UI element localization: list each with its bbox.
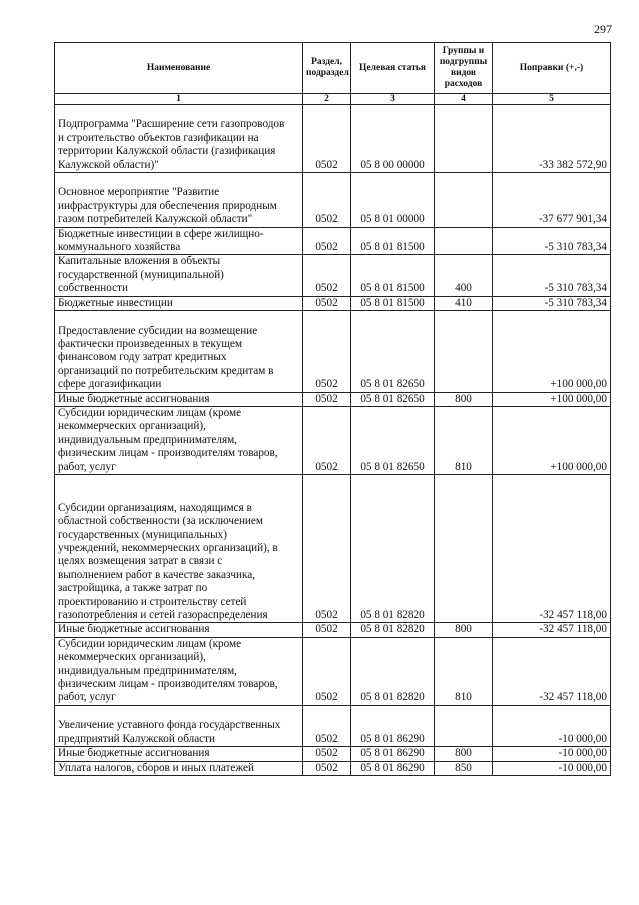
table-row [55, 474, 611, 622]
cell-group: 850 [435, 761, 493, 775]
cell-group: 400 [435, 255, 493, 296]
cell-target: 05 8 00 00000 [351, 105, 435, 173]
cell-section: 0502 [303, 637, 351, 705]
table-row [55, 173, 611, 228]
cell-section: 0502 [303, 747, 351, 761]
cell-name: Бюджетные инвестиции в сфере жилищно- коммунального хозяйства [55, 227, 303, 255]
table-row [55, 761, 611, 775]
cell-amount: -5 310 783,34 [493, 296, 611, 310]
cell-target: 05 8 01 82650 [351, 406, 435, 474]
cell-target: 05 8 01 82820 [351, 474, 435, 622]
cell-amount: +100 000,00 [493, 392, 611, 406]
cell-amount: -10 000,00 [493, 705, 611, 746]
header-row [55, 43, 611, 94]
header-amount: Поправки (+,-) [493, 43, 611, 94]
cell-amount: -32 457 118,00 [493, 637, 611, 705]
column-number: 2 [303, 94, 351, 105]
cell-amount: -33 382 572,90 [493, 105, 611, 173]
cell-amount: -37 677 901,34 [493, 173, 611, 228]
cell-group [435, 105, 493, 173]
cell-section: 0502 [303, 173, 351, 228]
cell-group [435, 474, 493, 622]
table-row [55, 105, 611, 173]
cell-target: 05 8 01 86290 [351, 705, 435, 746]
column-number: 5 [493, 94, 611, 105]
cell-target: 05 8 01 82820 [351, 623, 435, 637]
cell-name: Увеличение уставного фонда государственных предприятий Калужской области [55, 705, 303, 746]
table-row [55, 747, 611, 761]
cell-name: Субсидии юридическим лицам (кроме некоммерческих организаций), индивидуальным предпринимателям, физическим лицам - производителям товаров, работ, услуг [55, 637, 303, 705]
cell-name: Бюджетные инвестиции [55, 296, 303, 310]
column-number: 3 [351, 94, 435, 105]
table-body [55, 105, 611, 776]
column-number: 4 [435, 94, 493, 105]
cell-name: Субсидии организациям, находящимся в областной собственности (за исключением государственных (муниципальных) учреждений, некоммерческих организаций), в целях возмещения затрат в связи с выполнением работ в качестве заказчика, застройщика, а также затрат по проектированию и строительству сетей газопотребления и сетей газораспределения [55, 474, 303, 622]
cell-group: 410 [435, 296, 493, 310]
cell-target: 05 8 01 81500 [351, 255, 435, 296]
column-number: 1 [55, 94, 303, 105]
cell-amount: -32 457 118,00 [493, 623, 611, 637]
cell-section: 0502 [303, 296, 351, 310]
cell-name: Иные бюджетные ассигнования [55, 623, 303, 637]
header-target: Целевая статья [351, 43, 435, 94]
cell-amount: -10 000,00 [493, 761, 611, 775]
cell-target: 05 8 01 82820 [351, 637, 435, 705]
cell-section: 0502 [303, 406, 351, 474]
cell-group: 810 [435, 406, 493, 474]
cell-name: Уплата налогов, сборов и иных платежей [55, 761, 303, 775]
table-row [55, 392, 611, 406]
cell-target: 05 8 01 82650 [351, 311, 435, 392]
cell-group [435, 173, 493, 228]
table-row [55, 705, 611, 746]
table-row [55, 311, 611, 392]
cell-name: Капитальные вложения в объекты государственной (муниципальной) собственности [55, 255, 303, 296]
table-row [55, 623, 611, 637]
cell-group [435, 705, 493, 746]
table-row [55, 255, 611, 296]
cell-target: 05 8 01 00000 [351, 173, 435, 228]
cell-target: 05 8 01 86290 [351, 761, 435, 775]
cell-group [435, 311, 493, 392]
cell-amount: -5 310 783,34 [493, 255, 611, 296]
cell-name: Субсидии юридическим лицам (кроме некоммерческих организаций), индивидуальным предпринимателям, физическим лицам - производителям товаров, работ, услуг [55, 406, 303, 474]
cell-name: Основное мероприятие "Развитие инфраструктуры для обеспечения природным газом потребителей Калужской области" [55, 173, 303, 228]
cell-section: 0502 [303, 255, 351, 296]
table-row [55, 227, 611, 255]
cell-section: 0502 [303, 705, 351, 746]
cell-name: Подпрограмма "Расширение сети газопроводов и строительство объектов газификации на территории Калужской области (газификация Калужской области)" [55, 105, 303, 173]
cell-amount: -5 310 783,34 [493, 227, 611, 255]
cell-target: 05 8 01 86290 [351, 747, 435, 761]
cell-section: 0502 [303, 474, 351, 622]
cell-group: 800 [435, 392, 493, 406]
cell-target: 05 8 01 81500 [351, 296, 435, 310]
cell-section: 0502 [303, 311, 351, 392]
cell-group [435, 227, 493, 255]
cell-target: 05 8 01 81500 [351, 227, 435, 255]
column-number-row [55, 94, 611, 105]
page-number: 297 [594, 22, 612, 36]
cell-target: 05 8 01 82650 [351, 392, 435, 406]
budget-amendments-table [54, 42, 611, 776]
cell-group: 800 [435, 747, 493, 761]
header-section: Раздел, подраздел [303, 43, 351, 94]
header-groups: Группы и подгруппы видов расходов [435, 43, 493, 94]
cell-section: 0502 [303, 105, 351, 173]
cell-name: Предоставление субсидии на возмещение фактически произведенных в текущем финансовом году затрат кредитных организаций по потребительским кредитам в сфере догазификации [55, 311, 303, 392]
cell-group: 800 [435, 623, 493, 637]
table-row [55, 296, 611, 310]
cell-name: Иные бюджетные ассигнования [55, 392, 303, 406]
cell-amount: +100 000,00 [493, 406, 611, 474]
cell-group: 810 [435, 637, 493, 705]
table-row [55, 637, 611, 705]
table-row [55, 406, 611, 474]
header-name: Наименование [55, 43, 303, 94]
cell-section: 0502 [303, 761, 351, 775]
cell-amount: -32 457 118,00 [493, 474, 611, 622]
cell-amount: -10 000,00 [493, 747, 611, 761]
cell-section: 0502 [303, 227, 351, 255]
cell-section: 0502 [303, 392, 351, 406]
cell-amount: +100 000,00 [493, 311, 611, 392]
cell-name: Иные бюджетные ассигнования [55, 747, 303, 761]
cell-section: 0502 [303, 623, 351, 637]
